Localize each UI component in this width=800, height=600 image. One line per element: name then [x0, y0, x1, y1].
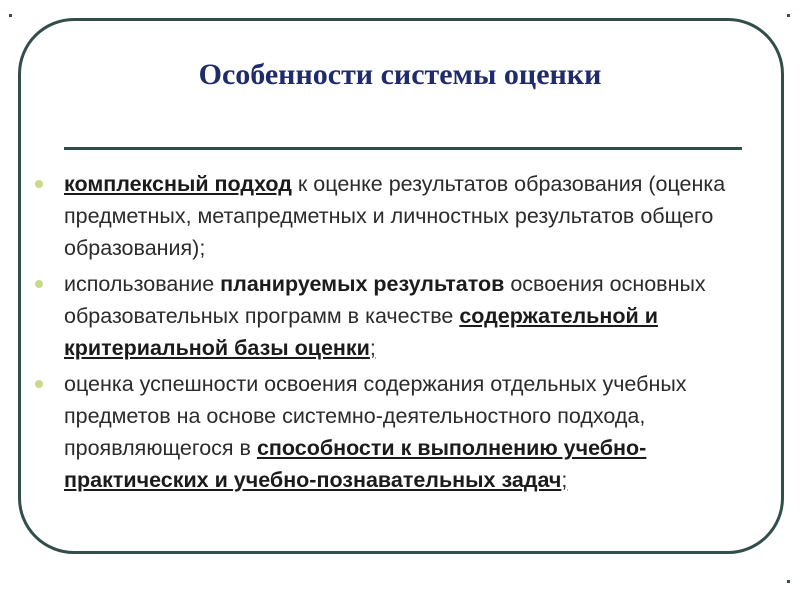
bullet-text-part: ; [369, 336, 376, 360]
bullet-dot-icon [35, 280, 43, 288]
bullet-item [30, 168, 775, 264]
corner-dot [9, 14, 12, 17]
bullet-dot-icon [35, 380, 43, 388]
bullet-text-part: ; [561, 468, 568, 492]
corner-dot [787, 14, 790, 17]
bullet-text-part: планируемых результатов [220, 272, 505, 296]
bullet-list [30, 168, 775, 500]
slide-title: Особенности системы оценки [198, 58, 602, 91]
bullet-item [30, 268, 775, 364]
bullet-text-part: использование [64, 272, 221, 296]
corner-dot [787, 580, 790, 583]
bullet-dot-icon [35, 180, 43, 188]
bullet-text-part: освоения основных образовательных программ в качестве [64, 272, 706, 328]
bullet-text-part: способности к выполнению учебно-практических и учебно-познавательных задач [64, 436, 647, 492]
bullet-text-part: содержательной и критериальной базы оценки [64, 304, 658, 360]
bullet-text-part: комплексный подход [64, 172, 292, 196]
title-divider [64, 147, 742, 150]
bullet-text-part: к оценке результатов образования (оценка предметных, метапредметных и личностных результатов общего образования); [64, 172, 726, 260]
bullet-item [30, 368, 775, 496]
bullet-text-part: оценка успешности освоения содержания отдельных учебных предметов на основе системно-деятельностного подхода, проявляющегося в [64, 372, 687, 460]
